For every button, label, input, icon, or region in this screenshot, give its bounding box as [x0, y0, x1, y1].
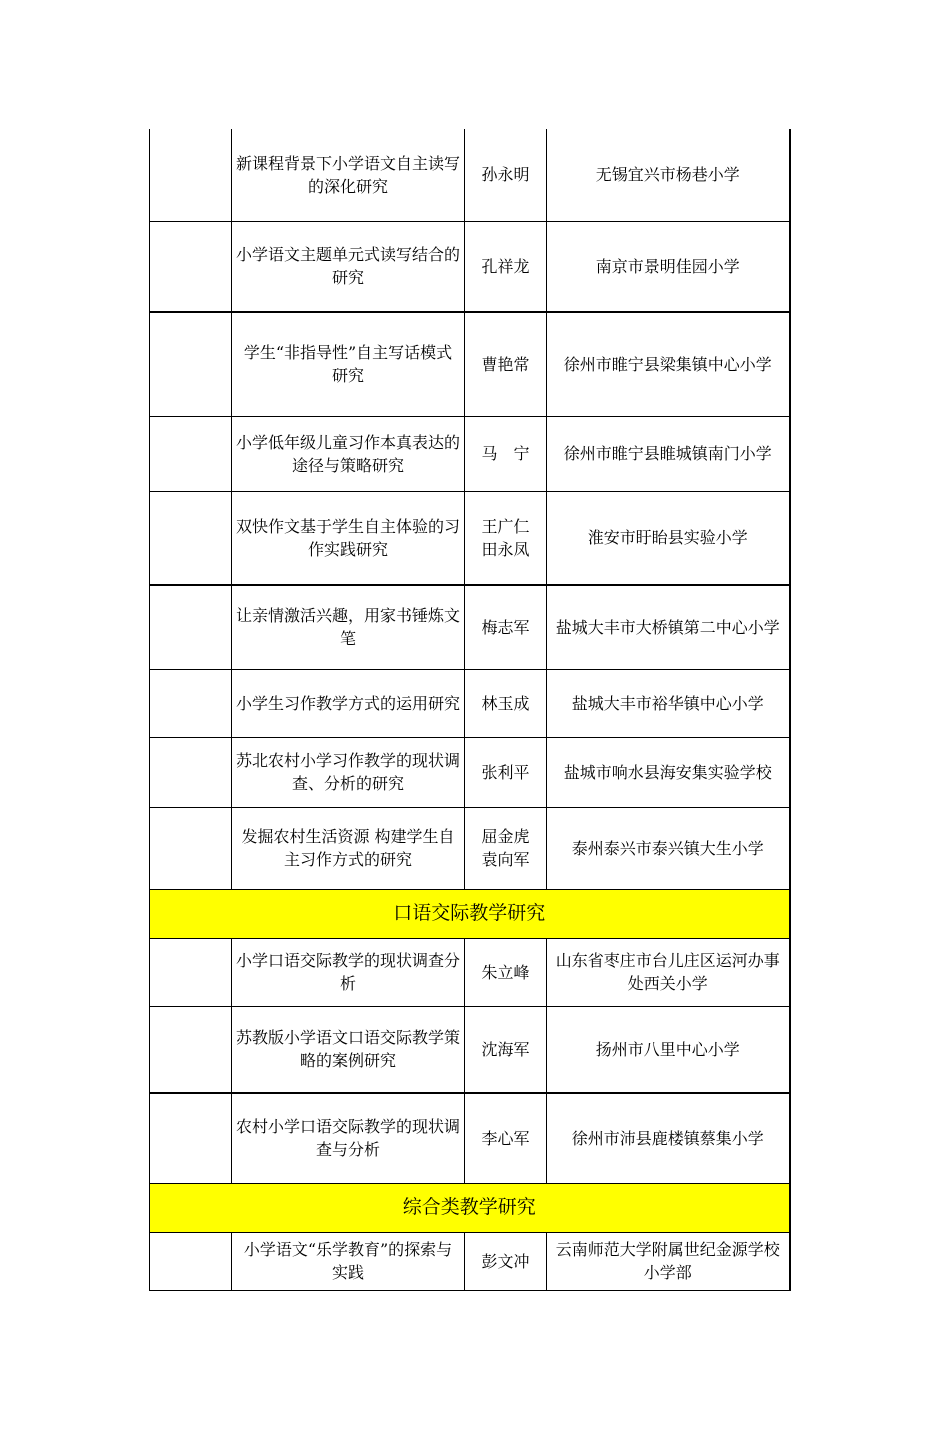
- author-name: 曹艳常: [481, 354, 530, 374]
- author-cell: [465, 669, 547, 737]
- table-row: [150, 669, 790, 737]
- project-title-cell: 小学语文主题单元式读写结合的研究: [232, 221, 465, 312]
- school-cell: 泰州泰兴市泰兴镇大生小学: [547, 807, 790, 889]
- index-cell: [150, 129, 232, 221]
- index-cell: [150, 1093, 232, 1183]
- index-cell: [150, 416, 232, 491]
- school-cell: 盐城市响水县海安集实验学校: [547, 737, 790, 807]
- table-row: [150, 221, 790, 312]
- table-row: [150, 807, 790, 889]
- table-row: [150, 312, 790, 416]
- author-cell: [465, 416, 547, 491]
- index-cell: [150, 585, 232, 669]
- table-row: [150, 491, 790, 585]
- author-name: 田永凤: [481, 539, 530, 559]
- school-cell: 南京市景明佳园小学: [547, 221, 790, 312]
- author-name: 袁向军: [481, 850, 530, 869]
- project-title-cell: 新课程背景下小学语文自主读写的深化研究: [232, 129, 465, 221]
- author-name: 马 宁: [481, 444, 530, 463]
- table-row: [150, 129, 790, 221]
- table-body: [150, 129, 790, 1290]
- school-cell: 徐州市沛县鹿楼镇蔡集小学: [547, 1093, 790, 1183]
- project-title-cell: 发掘农村生活资源 构建学生自主习作方式的研究: [232, 807, 465, 889]
- index-cell: [150, 1006, 232, 1093]
- author-cell: [465, 129, 547, 221]
- section-title: 综合类教学研究: [150, 1183, 790, 1232]
- author-name: 沈海军: [481, 1039, 530, 1059]
- table-row: [150, 416, 790, 491]
- project-title-cell: 让亲情激活兴趣，用家书锤炼文笔: [232, 585, 465, 669]
- school-cell: 山东省枣庄市台儿庄区运河办事处西关小学: [547, 938, 790, 1006]
- project-title-cell: 小学语文“乐学教育”的探索与实践: [232, 1232, 465, 1290]
- school-cell: 无锡宜兴市杨巷小学: [547, 129, 790, 221]
- table-row: [150, 1232, 790, 1290]
- project-title-cell: 苏北农村小学习作教学的现状调查、分析的研究: [232, 737, 465, 807]
- author-cell: [465, 737, 547, 807]
- table-row: [150, 1093, 790, 1183]
- index-cell: [150, 669, 232, 737]
- index-cell: [150, 221, 232, 312]
- author-cell: [465, 1006, 547, 1093]
- author-name: 孔祥龙: [481, 256, 530, 276]
- table-row: [150, 1006, 790, 1093]
- author-cell: [465, 938, 547, 1006]
- author-cell: [465, 491, 547, 585]
- section-header-row: [150, 889, 790, 938]
- table-row: [150, 585, 790, 669]
- index-cell: [150, 1232, 232, 1290]
- section-title: 口语交际教学研究: [150, 889, 790, 938]
- school-cell: 云南师范大学附属世纪金源学校小学部: [547, 1232, 790, 1290]
- author-cell: [465, 807, 547, 889]
- author-cell: [465, 585, 547, 669]
- project-title-cell: 农村小学口语交际教学的现状调查与分析: [232, 1093, 465, 1183]
- author-cell: [465, 1232, 547, 1290]
- school-cell: 徐州市睢宁县睢城镇南门小学: [547, 416, 790, 491]
- school-cell: 淮安市盱眙县实验小学: [547, 491, 790, 585]
- author-name: 林玉成: [481, 693, 530, 713]
- project-title-cell: 苏教版小学语文口语交际教学策略的案例研究: [232, 1006, 465, 1093]
- author-name: 张利平: [481, 762, 530, 782]
- index-cell: [150, 312, 232, 416]
- school-cell: 盐城大丰市裕华镇中心小学: [547, 669, 790, 737]
- school-cell: 盐城大丰市大桥镇第二中心小学: [547, 585, 790, 669]
- index-cell: [150, 491, 232, 585]
- author-name: 王广仁: [481, 516, 530, 536]
- author-name: 屈金虎: [481, 827, 530, 846]
- project-title-cell: 学生“非指导性”自主写话模式研究: [232, 312, 465, 416]
- section-header-row: [150, 1183, 790, 1232]
- index-cell: [150, 807, 232, 889]
- author-name: 彭文冲: [481, 1251, 530, 1271]
- author-cell: [465, 1093, 547, 1183]
- school-cell: 徐州市睢宁县梁集镇中心小学: [547, 312, 790, 416]
- research-table: [149, 129, 791, 1291]
- project-title-cell: 小学低年级儿童习作本真表达的途径与策略研究: [232, 416, 465, 491]
- author-cell: [465, 221, 547, 312]
- table-row: [150, 938, 790, 1006]
- project-title-cell: 双快作文基于学生自主体验的习作实践研究: [232, 491, 465, 585]
- author-cell: [465, 312, 547, 416]
- index-cell: [150, 938, 232, 1006]
- project-title-cell: 小学生习作教学方式的运用研究: [232, 669, 465, 737]
- school-cell: 扬州市八里中心小学: [547, 1006, 790, 1093]
- author-name: 孙永明: [481, 165, 530, 185]
- project-title-cell: 小学口语交际教学的现状调查分析: [232, 938, 465, 1006]
- author-name: 李心军: [481, 1128, 530, 1148]
- author-name: 梅志军: [481, 617, 530, 637]
- index-cell: [150, 737, 232, 807]
- author-name: 朱立峰: [481, 962, 530, 982]
- table-row: [150, 737, 790, 807]
